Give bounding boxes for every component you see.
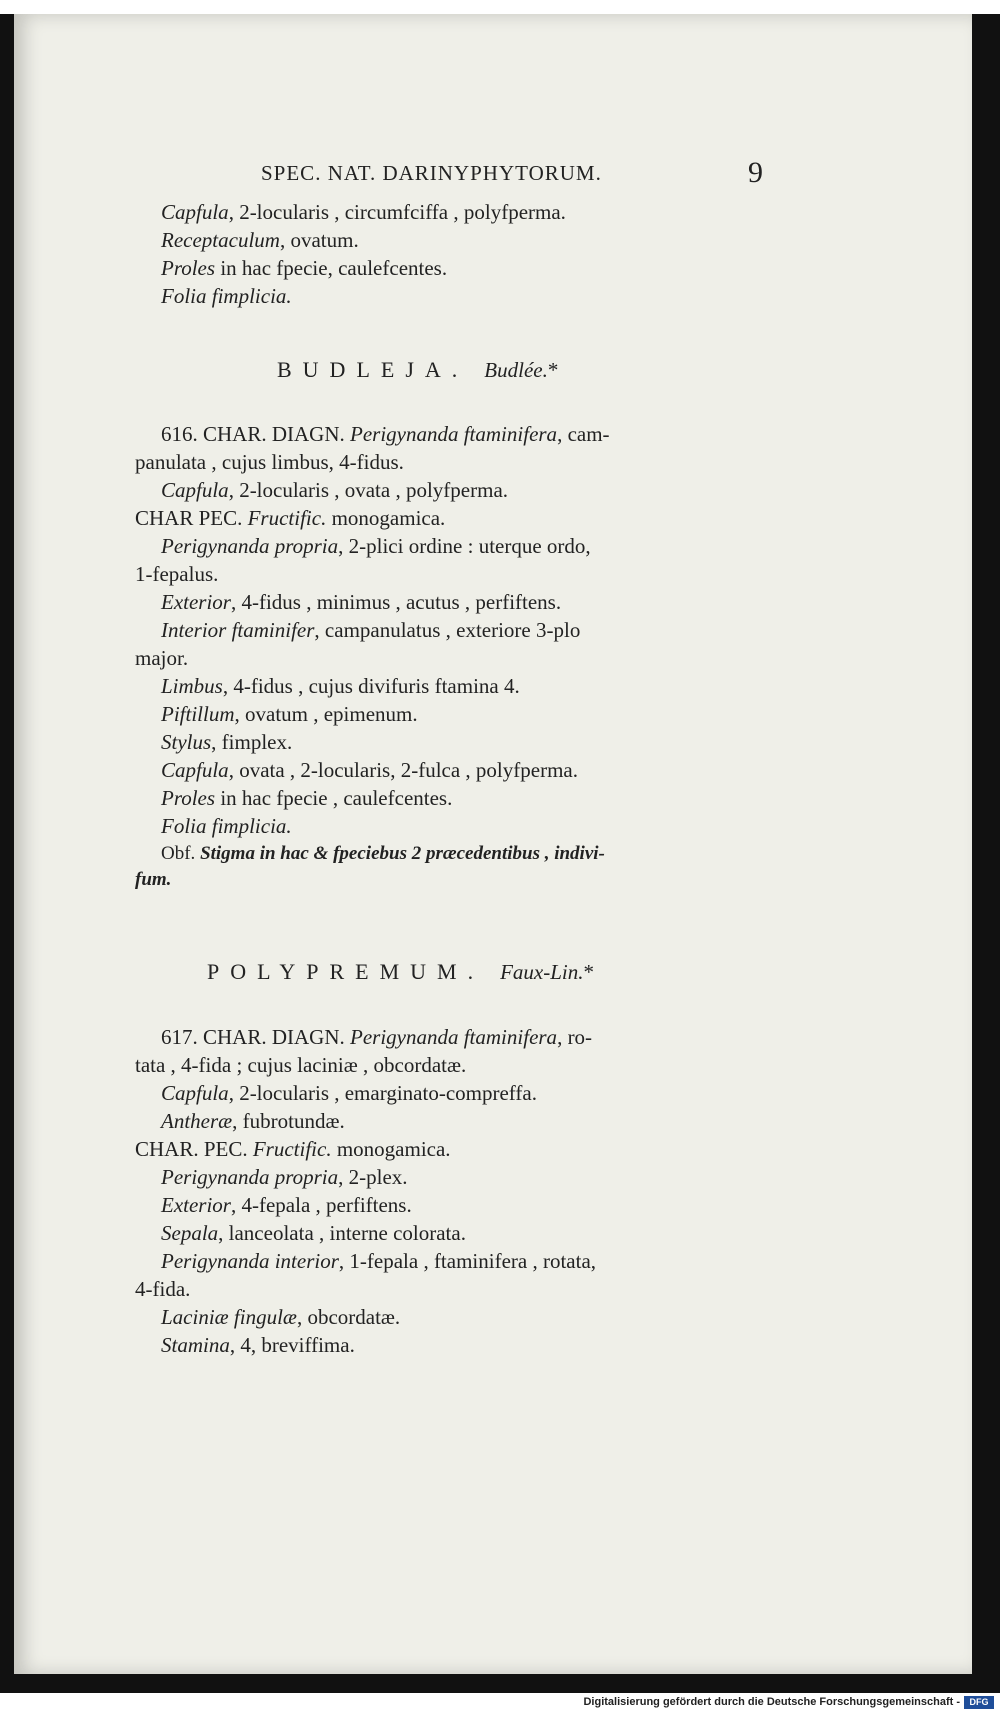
text-line: Sepala, lanceolata , interne colorata. bbox=[161, 1221, 466, 1245]
text-line: CHAR. PEC. Fructific. monogamica. bbox=[135, 1137, 451, 1161]
text-line: Folia fimplicia. bbox=[161, 284, 292, 308]
text-line: Perigynanda interior, 1-fepala , ftaminifera , rotata, bbox=[161, 1249, 597, 1273]
digitization-credit: Digitalisierung gefördert durch die Deutsche Forschungsgemeinschaft - bbox=[583, 1696, 960, 1708]
observation-line: fum. bbox=[135, 869, 172, 890]
text-line: Capfula, 2-locularis , circumfciffa , polyfperma. bbox=[161, 200, 566, 224]
observation-line: Obf. Stigma in hac & fpeciebus 2 præcedentibus , indivi- bbox=[161, 843, 605, 864]
text-line: Receptaculum, ovatum. bbox=[161, 228, 359, 252]
text-line: Laciniæ fingulæ, obcordatæ. bbox=[161, 1305, 401, 1329]
dfg-logo-icon: DFG bbox=[964, 1696, 994, 1709]
text-line: Limbus, 4-fidus , cujus divifuris ftamina 4. bbox=[161, 674, 520, 698]
text-line: Stylus, fimplex. bbox=[161, 730, 293, 754]
genus-heading: BUDLEJA. Budlée.* bbox=[277, 357, 559, 382]
text-line: panulata , cujus limbus, 4-fidus. bbox=[135, 450, 404, 474]
text-line: Capfula, ovata , 2-locularis, 2-fulca , polyfperma. bbox=[161, 758, 578, 782]
text-line: Capfula, 2-locularis , emarginato-compreffa. bbox=[161, 1081, 537, 1105]
text-line: Antheræ, fubrotundæ. bbox=[161, 1109, 345, 1133]
genus-heading: POLYPREMUM. Faux-Lin.* bbox=[207, 959, 595, 984]
text-line: Perigynanda propria, 2-plici ordine : uterque ordo, bbox=[161, 534, 591, 558]
text-line: Stamina, 4, breviffima. bbox=[161, 1333, 355, 1357]
text-line: 617. CHAR. DIAGN. Perigynanda ftaminifera, ro- bbox=[161, 1025, 593, 1049]
text-line: 616. CHAR. DIAGN. Perigynanda ftaminifera, cam- bbox=[161, 422, 610, 446]
text-line: 4-fida. bbox=[135, 1277, 191, 1301]
text-line: Piftillum, ovatum , epimenum. bbox=[161, 702, 418, 726]
text-line: Exterior, 4-fepala , perfiftens. bbox=[161, 1193, 412, 1217]
text-line: Folia fimplicia. bbox=[161, 814, 292, 838]
text-line: Proles in hac fpecie, caulefcentes. bbox=[161, 256, 448, 280]
book-page bbox=[14, 14, 972, 1674]
text-line: Proles in hac fpecie , caulefcentes. bbox=[161, 786, 453, 810]
running-title: SPEC. NAT. DARINYPHYTORUM. bbox=[261, 161, 602, 185]
text-line: CHAR PEC. Fructific. monogamica. bbox=[135, 506, 446, 530]
text-line: Exterior, 4-fidus , minimus , acutus , perfiftens. bbox=[161, 590, 562, 614]
text-line: 1-fepalus. bbox=[135, 562, 219, 586]
top-edge bbox=[0, 0, 1000, 14]
text-line: Capfula, 2-locularis , ovata , polyfperma. bbox=[161, 478, 509, 502]
text-line: major. bbox=[135, 646, 189, 670]
page-number: 9 bbox=[748, 156, 763, 189]
text-line: Interior ftaminifer, campanulatus , exteriore 3-plo bbox=[161, 618, 581, 642]
text-line: Perigynanda propria, 2-plex. bbox=[161, 1165, 408, 1189]
text-line: tata , 4-fida ; cujus laciniæ , obcordatæ. bbox=[135, 1053, 467, 1077]
